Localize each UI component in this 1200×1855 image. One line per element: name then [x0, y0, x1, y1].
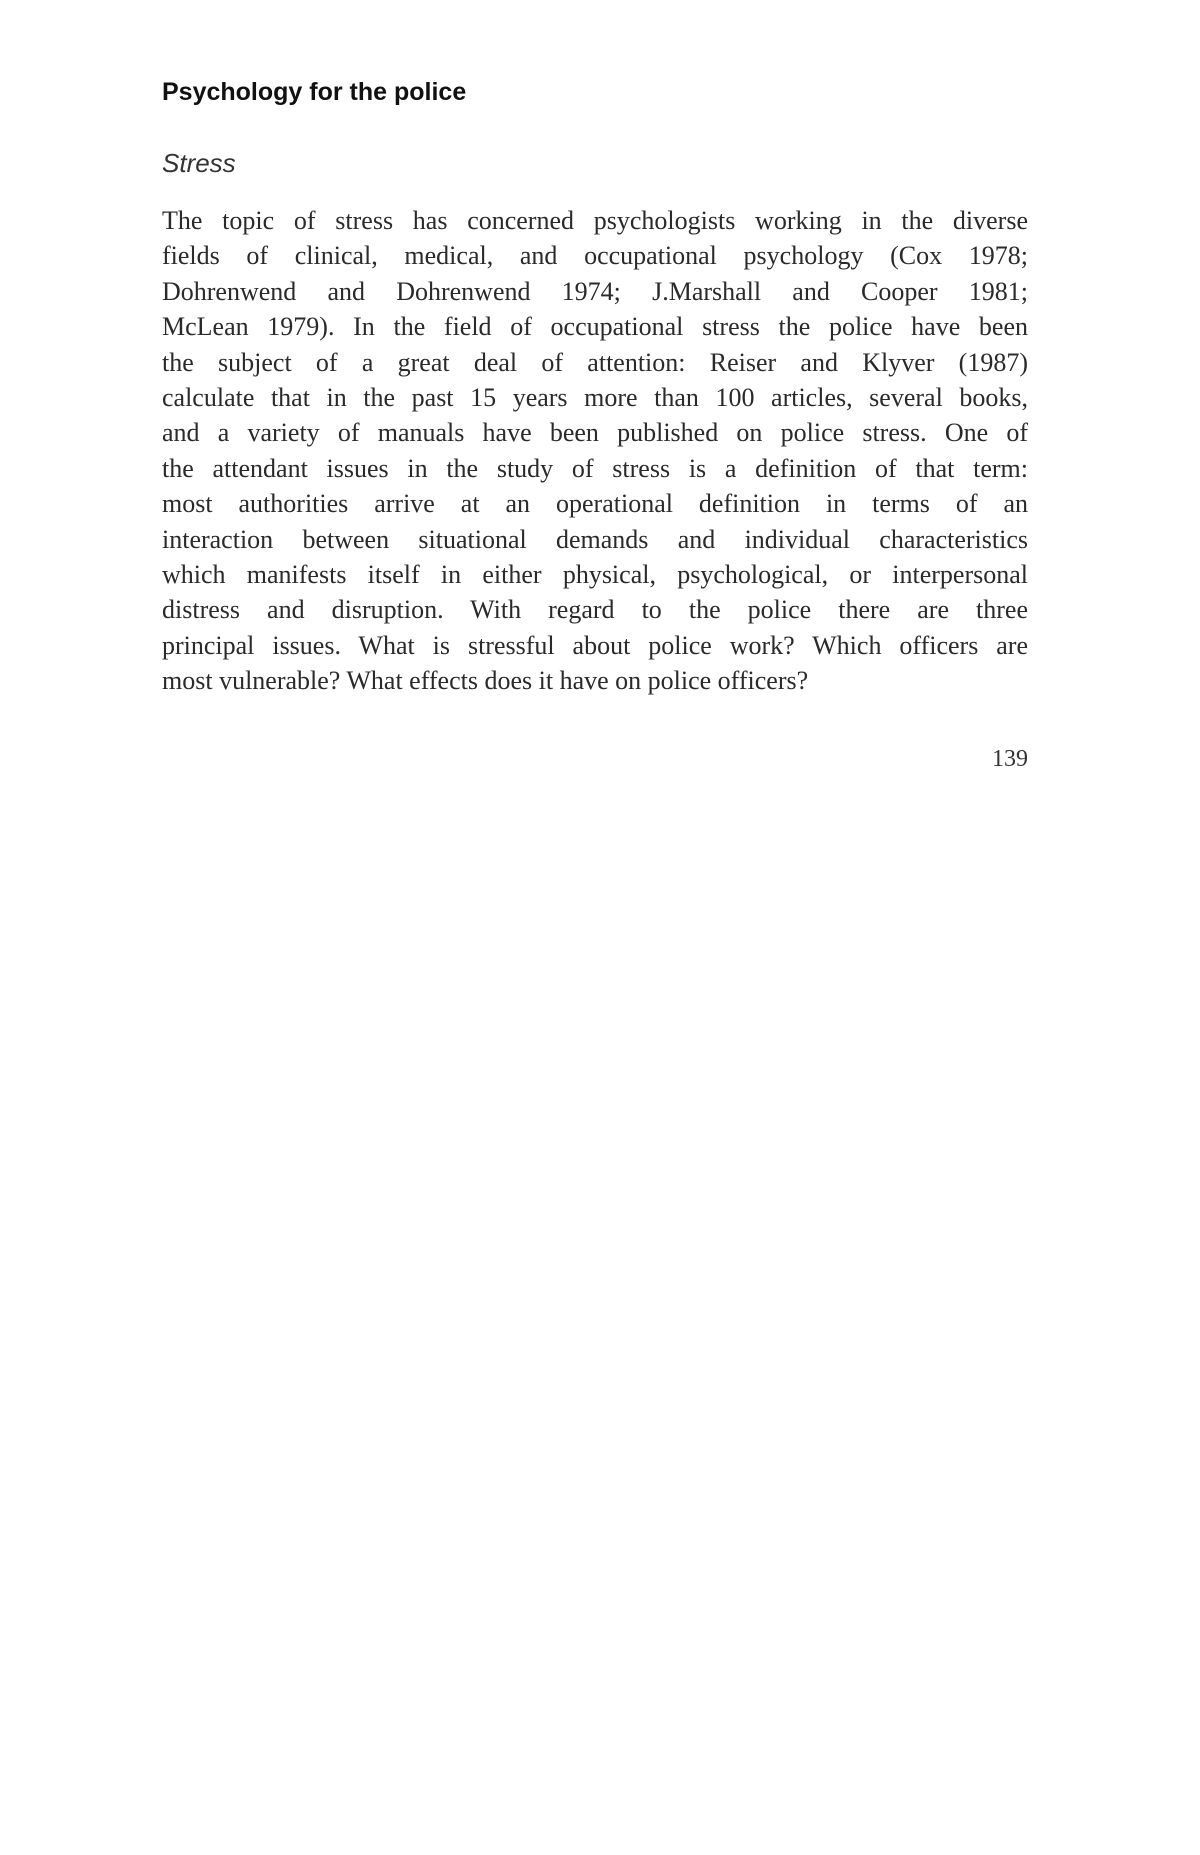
page-number: 139 — [992, 746, 1028, 772]
text-line: principal issues. What is stressful about police work? Which officers are — [162, 630, 1028, 660]
text-line: Dohrenwend and Dohrenwend 1974; J.Marshall and Cooper 1981; — [162, 276, 1028, 306]
text-line: McLean 1979). In the field of occupational stress the police have been — [162, 312, 1028, 342]
text-line: The topic of stress has concerned psychologists working in the diverse — [162, 206, 1028, 235]
text-line: the subject of a great deal of attention: Reiser and Klyver (1987) — [162, 347, 1028, 377]
text-line: which manifests itself in either physical, psychological, or interpersonal — [162, 559, 1028, 589]
text-line: most authorities arrive at an operational definition in terms of an — [162, 489, 1028, 519]
text-line: and a variety of manuals have been published on police stress. One of — [162, 418, 1028, 448]
text-line: interaction between situational demands and individual characteristics — [162, 524, 1028, 554]
section-title: Stress — [162, 148, 236, 178]
running-head: Psychology for the police — [162, 78, 467, 106]
body-paragraph — [162, 203, 1028, 698]
text-line: distress and disruption. With regard to the police there are three — [162, 595, 1028, 625]
text-line: the attendant issues in the study of stress is a definition of that term: — [162, 453, 1028, 483]
text-line: calculate that in the past 15 years more than 100 articles, several books, — [162, 382, 1028, 412]
text-line: fields of clinical, medical, and occupational psychology (Cox 1978; — [162, 241, 1028, 271]
text-line: most vulnerable? What effects does it have on police officers? — [162, 666, 809, 696]
